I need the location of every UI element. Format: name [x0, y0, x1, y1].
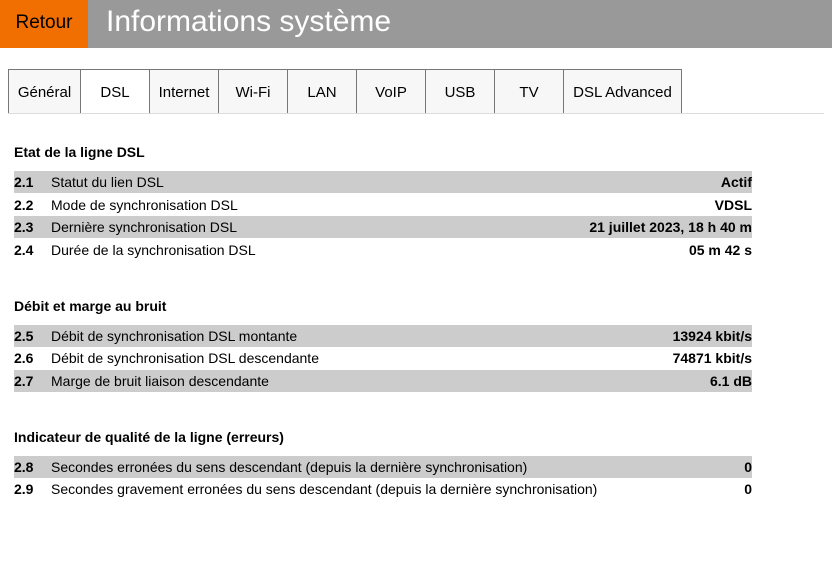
header-bar: [0, 0, 832, 48]
table-row: [14, 239, 752, 261]
table-row: [14, 456, 752, 478]
row-number: 2.1: [14, 174, 34, 190]
row-label: Débit de synchronisation DSL descendante: [51, 350, 319, 366]
row-label: Mode de synchronisation DSL: [51, 197, 238, 213]
back-button[interactable]: Retour: [0, 0, 88, 48]
tab-general[interactable]: Général: [8, 69, 81, 113]
row-number: 2.9: [14, 481, 34, 497]
tab-internet[interactable]: Internet: [150, 69, 219, 113]
row-value: 74871 kbit/s: [672, 350, 752, 366]
tab-dsl[interactable]: DSL: [81, 69, 150, 113]
row-value: 05 m 42 s: [688, 242, 752, 258]
table-row: [14, 171, 752, 193]
row-label: Marge de bruit liaison descendante: [51, 373, 269, 389]
row-number: 2.2: [14, 197, 34, 213]
row-label: Durée de la synchronisation DSL: [51, 242, 256, 258]
row-number: 2.7: [14, 373, 34, 389]
row-number: 2.6: [14, 350, 34, 366]
row-number: 2.3: [14, 219, 34, 235]
row-label: Statut du lien DSL: [51, 174, 164, 190]
tab-tv[interactable]: TV: [495, 69, 564, 113]
table-row: [14, 478, 752, 500]
tab-voip[interactable]: VoIP: [357, 69, 426, 113]
tab-wifi[interactable]: Wi-Fi: [219, 69, 288, 113]
row-label: Dernière synchronisation DSL: [51, 219, 237, 235]
row-value: 6.1 dB: [709, 373, 752, 389]
row-value: 0: [744, 481, 752, 497]
row-value: 13924 kbit/s: [672, 328, 752, 344]
section-title-line-status: Etat de la ligne DSL: [14, 144, 145, 160]
table-row: [14, 325, 752, 347]
row-number: 2.5: [14, 328, 34, 344]
row-number: 2.8: [14, 459, 34, 475]
row-label: Secondes erronées du sens descendant (depuis la dernière synchronisation): [51, 459, 528, 475]
tab-dsl-advanced[interactable]: DSL Advanced: [564, 69, 682, 113]
tab-lan[interactable]: LAN: [288, 69, 357, 113]
table-row: [14, 370, 752, 392]
tab-divider: [8, 113, 824, 114]
section-title-rate-noise: Débit et marge au bruit: [14, 298, 167, 314]
row-label: Secondes gravement erronées du sens descendant (depuis la dernière synchronisation): [51, 481, 598, 497]
tab-bar: [8, 69, 682, 113]
table-row: [14, 216, 752, 238]
row-value: VDSL: [714, 197, 752, 213]
table-row: [14, 194, 752, 216]
row-value: 21 juillet 2023, 18 h 40 m: [589, 219, 752, 235]
table-row: [14, 347, 752, 369]
row-value: 0: [744, 459, 752, 475]
tab-usb[interactable]: USB: [426, 69, 495, 113]
section-title-line-quality: Indicateur de qualité de la ligne (erreurs): [14, 429, 284, 445]
row-number: 2.4: [14, 242, 34, 258]
page-title: Informations système: [106, 5, 392, 38]
row-label: Débit de synchronisation DSL montante: [51, 328, 298, 344]
row-value: Actif: [720, 174, 752, 190]
